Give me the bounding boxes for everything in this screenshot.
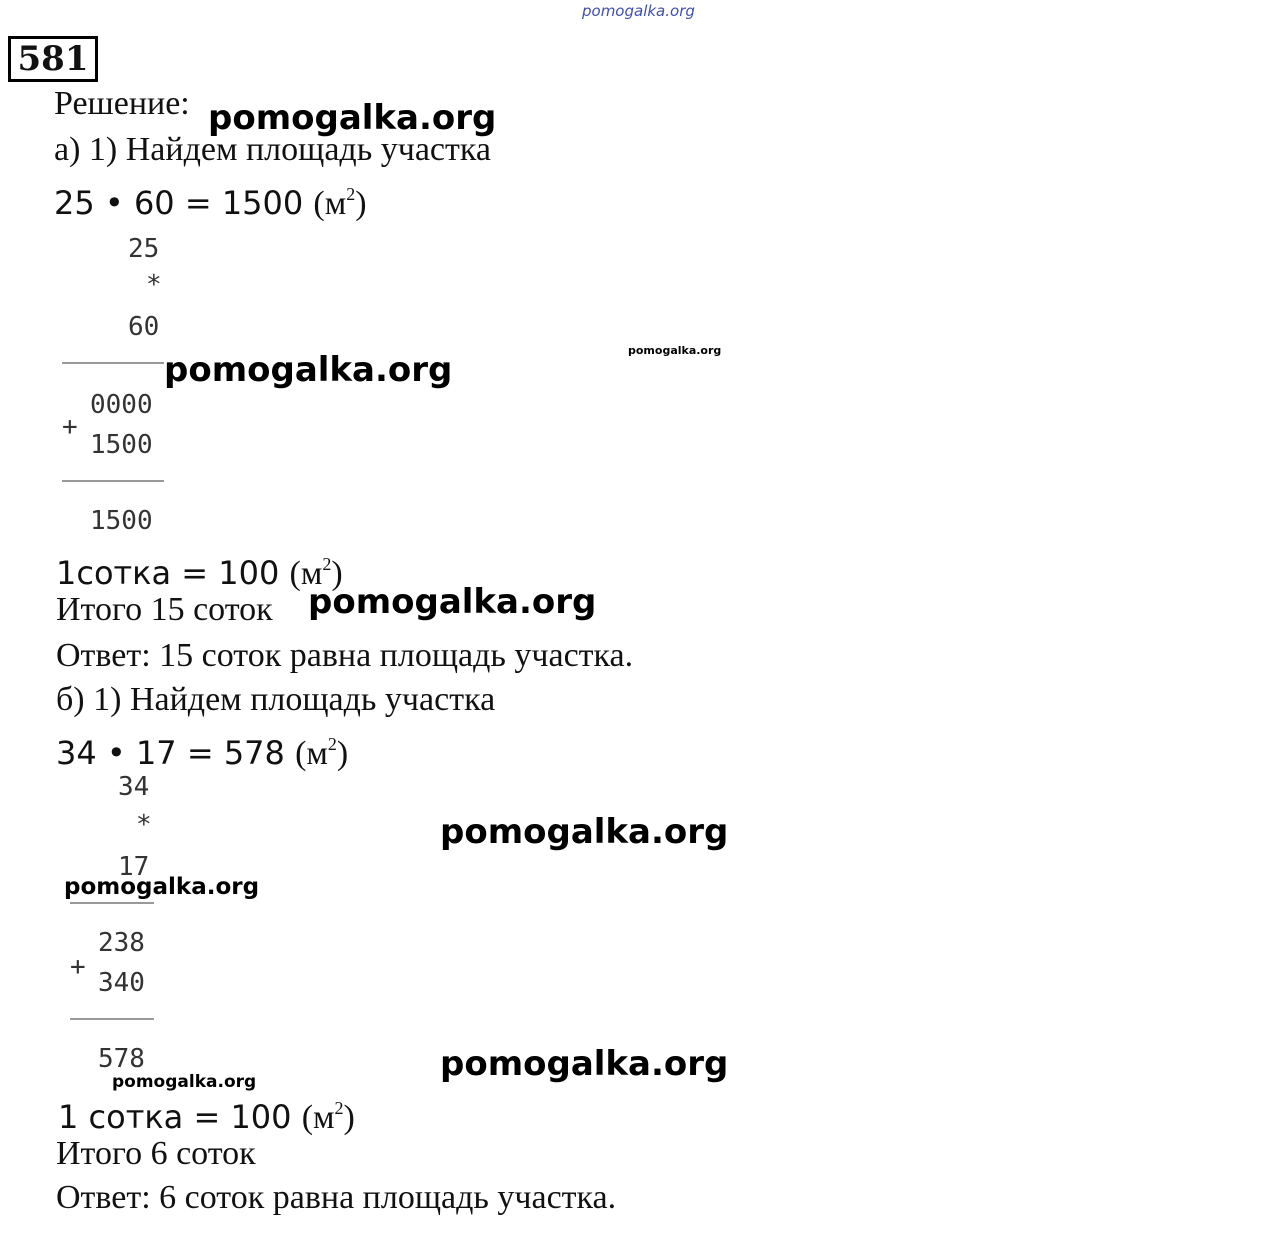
part-b-factor1: 34 <box>118 772 150 802</box>
watermark-6: pomogalka.org <box>440 1044 729 1084</box>
part-a-partial1: 0000 <box>90 390 153 420</box>
part-b-unit: $(м^2)$ <box>295 734 349 772</box>
part-a-sotka-text: 1сотка = 100 <box>56 554 280 592</box>
part-b-equation <box>56 724 348 774</box>
watermark-3: pomogalka.org <box>308 582 597 622</box>
part-a-sotka-unit: $(м^2)$ <box>289 554 343 592</box>
part-b-factor2: 17 <box>118 852 150 882</box>
part-b-divider-2 <box>70 1018 154 1020</box>
part-a-result: 1500 <box>90 506 153 536</box>
part-a-unit: $(м^2)$ <box>313 184 367 222</box>
part-a-equation <box>54 174 367 224</box>
watermark-top: pomogalka.org <box>582 2 695 20</box>
part-a-divider-2 <box>62 480 164 482</box>
part-a-divider-1 <box>62 362 164 364</box>
part-b-divider-1 <box>70 902 154 904</box>
watermark-5: pomogalka.org <box>64 874 260 900</box>
part-b-answer: Ответ: 6 соток равна площадь участка. <box>56 1179 617 1216</box>
part-b-multiply-sign: * <box>136 810 152 840</box>
part-b-partial1: 238 <box>98 928 145 958</box>
problem-number: 581 <box>8 36 98 82</box>
watermark-1: pomogalka.org <box>208 98 497 138</box>
part-b-plus-sign: + <box>70 952 86 982</box>
watermark-7: pomogalka.org <box>112 1072 257 1092</box>
part-a-heading: а) 1) Найдем площадь участка <box>54 131 491 168</box>
part-b-heading: б) 1) Найдем площадь участка <box>56 681 496 718</box>
watermark-small-1: pomogalka.org <box>628 344 722 357</box>
part-b-result: 578 <box>98 1044 145 1074</box>
part-a-partial2: 1500 <box>90 430 153 460</box>
part-a-total: Итого 15 соток <box>56 591 273 628</box>
part-a-answer: Ответ: 15 соток равна площадь участка. <box>56 637 634 674</box>
part-a-equation-text: 25 • 60 = 1500 <box>54 184 304 222</box>
part-b-total: Итого 6 соток <box>56 1135 256 1172</box>
part-a-plus-sign: + <box>62 412 78 442</box>
part-b-sotka-unit: $(м^2)$ <box>301 1098 355 1136</box>
part-a-multiply-sign: * <box>146 270 162 300</box>
part-b-equation-text: 34 • 17 = 578 <box>56 734 285 772</box>
part-a-sotka-equation <box>56 544 343 594</box>
watermark-4: pomogalka.org <box>440 812 729 852</box>
part-a-factor2: 60 <box>128 312 160 342</box>
part-a-factor1: 25 <box>128 234 160 264</box>
part-b-sotka-text: 1 сотка = 100 <box>58 1098 292 1136</box>
part-b-partial2: 340 <box>98 968 145 998</box>
part-b-sotka-equation <box>58 1088 355 1138</box>
solution-label: Решение: <box>54 85 190 122</box>
watermark-2: pomogalka.org <box>164 350 453 390</box>
